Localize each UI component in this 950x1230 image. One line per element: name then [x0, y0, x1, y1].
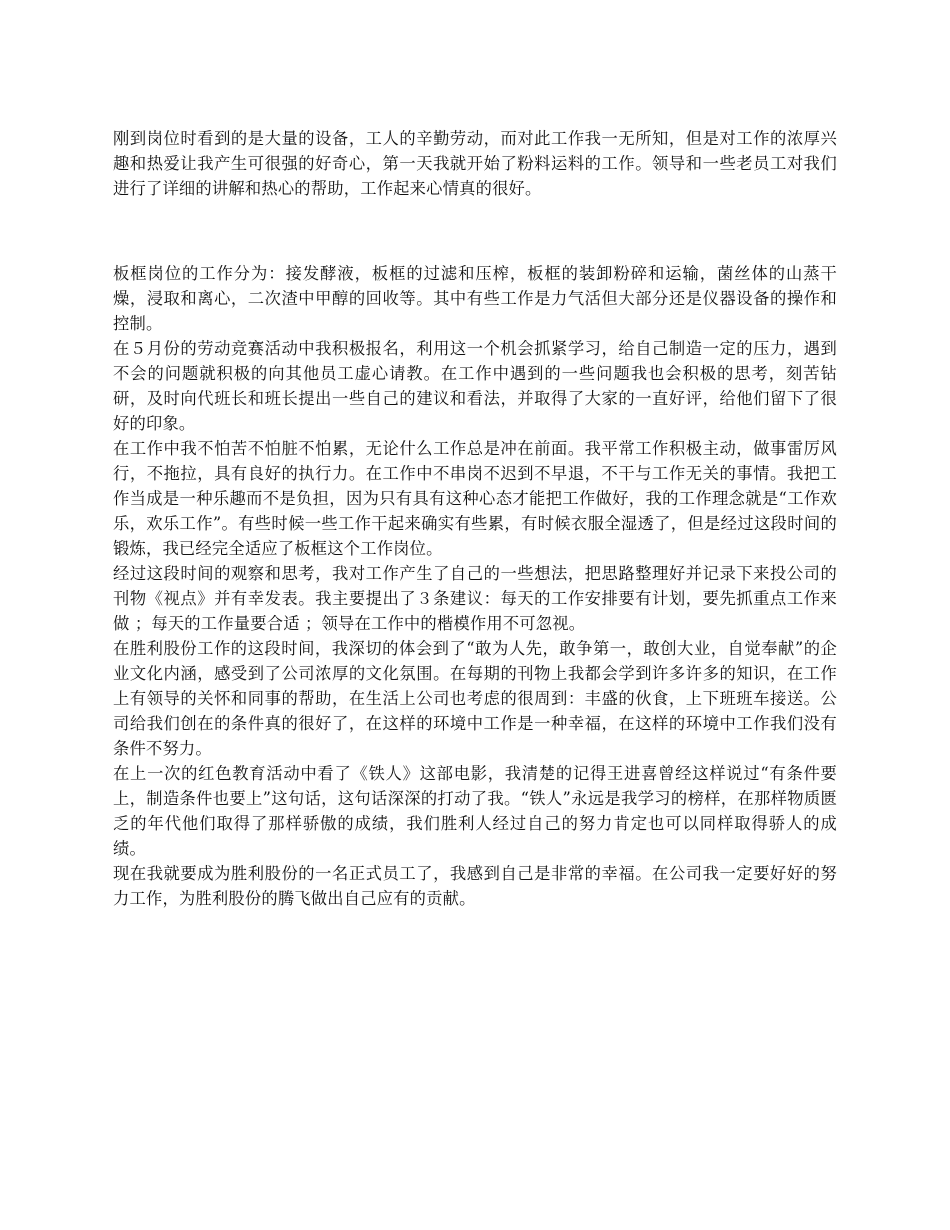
document-page	[113, 126, 837, 911]
paragraph-6: 在胜利股份工作的这段时间，我深切的体会到了“敢为人先，敢争第一，敢创大业，自觉奉献”的企业文化内涵，感受到了公司浓厚的文化氛围。在每期的刊物上我都会学到许多许多的知识，在工作上有领导的关怀和同事的帮助，在生活上公司也考虑的很周到：丰盛的伙食，上下班班车接送。公司给我们创在的条件真的很好了，在这样的环境中工作是一种幸福，在这样的环境中工作我们没有条件不努力。	[113, 639, 837, 758]
paragraph-1: 刚到岗位时看到的是大量的设备，工人的辛勤劳动，而对此工作我一无所知，但是对工作的浓厚兴趣和热爱让我产生可很强的好奇心，第一天我就开始了粉料运料的工作。领导和一些老员工对我们进行了详细的讲解和热心的帮助，工作起来心情真的很好。	[113, 129, 837, 198]
paragraph-5: 经过这段时间的观察和思考，我对工作产生了自己的一些想法，把思路整理好并记录下来投公司的刊物《视点》并有幸发表。我主要提出了３条建议：每天的工作安排要有计划，要先抓重点工作来做 ；每天的工作量要合适 ；领导在工作中的楷模作用不可忽视。	[113, 564, 837, 633]
paragraph-4: 在工作中我不怕苦不怕脏不怕累，无论什么工作总是冲在前面。我平常工作积极主动，做事雷厉风行，不拖拉，具有良好的执行力。在工作中不串岗不迟到不早退，不干与工作无关的事情。我把工作当成是一种乐趣而不是负担，因为只有具有这种心态才能把工作做好，我的工作理念就是“工作欢乐，欢乐工作”。有些时候一些工作干起来确实有些累，有时候衣服全湿透了，但是经过这段时间的锻炼，我已经完全适应了板框这个工作岗位。	[113, 439, 837, 558]
paragraph-8: 现在我就要成为胜利股份的一名正式员工了，我感到自己是非常的幸福。在公司我一定要好好的努力工作，为胜利股份的腾飞做出自己应有的贡献。	[113, 864, 837, 908]
paragraph-7: 在上一次的红色教育活动中看了《铁人》这部电影，我清楚的记得王进喜曾经这样说过“有条件要上，制造条件也要上”这句话，这句话深深的打动了我。“铁人”永远是我学习的榜样，在那样物质匮乏的年代他们取得了那样骄傲的成绩，我们胜利人经过自己的努力肯定也可以同样取得骄人的成绩。	[113, 764, 837, 858]
paragraph-3: 在５月份的劳动竞赛活动中我积极报名，利用这一个机会抓紧学习，给自己制造一定的压力，遇到不会的问题就积极的向其他员工虚心请教。在工作中遇到的一些问题我也会积极的思考，刻苦钻研，及时向代班长和班长提出一些自己的建议和看法，并取得了大家的一直好评，给他们留下了很好的印象。	[113, 339, 837, 433]
paragraph-2: 板框岗位的工作分为：接发酵液，板框的过滤和压榨，板框的装卸粉碎和运输，菌丝体的山蒸干燥，浸取和离心，二次渣中甲醇的回收等。其中有些工作是力气活但大部分还是仪器设备的操作和控制。	[113, 264, 837, 333]
